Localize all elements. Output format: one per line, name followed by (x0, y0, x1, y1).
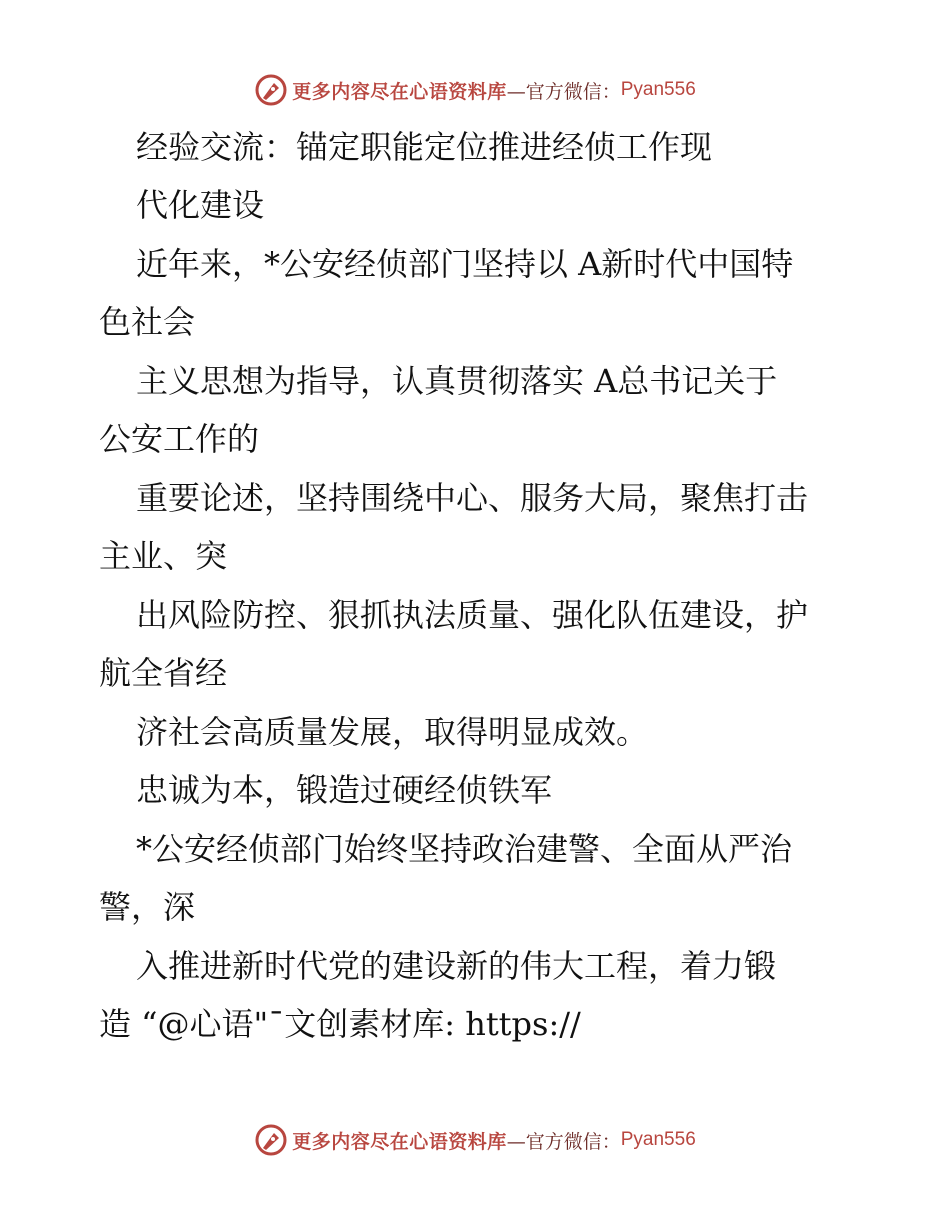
banner-official-text: —官方微信： (506, 1130, 621, 1153)
paragraph-line: *公安经侦部门始终坚持政治建警、全面从严治 (136, 830, 793, 868)
paragraph-line: 主义思想为指导，认真贯彻落实 A总书记关于 (136, 362, 778, 400)
pen-nib-circle-icon (254, 1123, 288, 1157)
footer-banner (0, 1120, 950, 1160)
paragraph-line: 航全省经 (99, 654, 228, 692)
paragraph-line: 色社会 (99, 303, 196, 341)
header-banner (0, 70, 950, 110)
title-line-1: 经验交流：锚定职能定位推进经侦工作现 (136, 128, 713, 166)
paragraph-line: 公安工作的 (99, 420, 260, 458)
banner-wechat-id: Pyan556 (620, 79, 696, 100)
title-line-2: 代化建设 (136, 186, 265, 224)
banner-site-text: 更多内容尽在心语资料库 (292, 80, 507, 103)
paragraph-line: 济社会高质量发展，取得明显成效。 (136, 713, 649, 751)
pen-nib-circle-icon (254, 73, 288, 107)
paragraph-line: 主业、突 (99, 537, 228, 575)
paragraph-line: 重要论述，坚持围绕中心、服务大局，聚焦打击 (136, 479, 809, 517)
paragraph-line: 入推进新时代党的建设新的伟大工程，着力锻 (136, 947, 777, 985)
paragraph-line: 造 “@心语"¯文创素材库: https:// (99, 1005, 581, 1043)
paragraph-line: 近年来，*公安经侦部门坚持以 A新时代中国特 (136, 245, 794, 283)
banner-wechat-id: Pyan556 (620, 1129, 696, 1150)
section-heading: 忠诚为本，锻造过硬经侦铁军 (136, 771, 553, 809)
banner-site-text: 更多内容尽在心语资料库 (292, 1130, 507, 1153)
paragraph-line: 出风险防控、狠抓执法质量、强化队伍建设，护 (136, 596, 809, 634)
paragraph-line: 警，深 (99, 888, 196, 926)
banner-official-text: —官方微信： (506, 80, 621, 103)
